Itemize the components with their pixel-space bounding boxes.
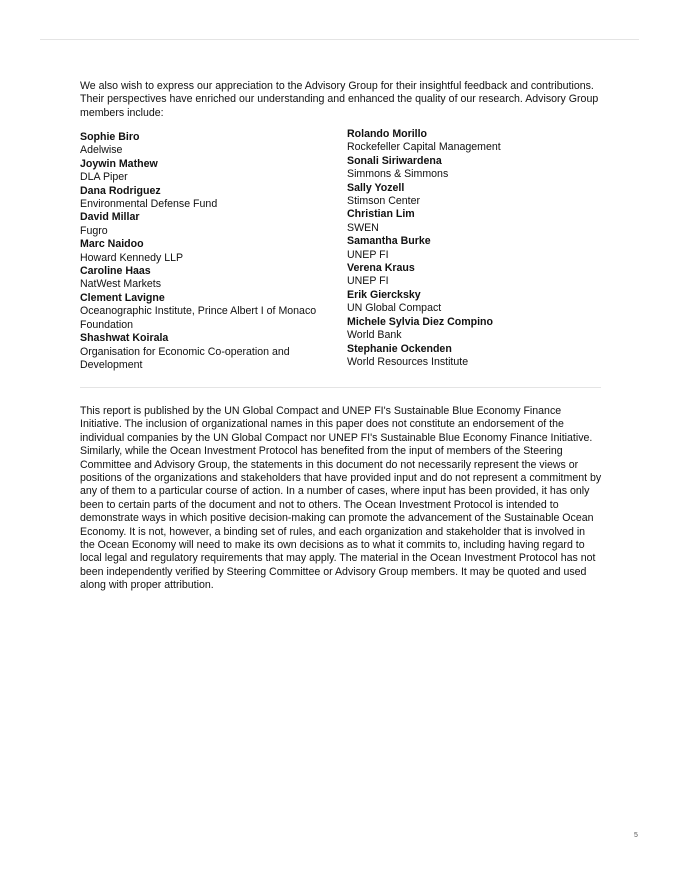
member-name: Michele Sylvia Diez Compino	[347, 315, 493, 328]
member-organization: NatWest Markets	[80, 278, 162, 291]
member-entry	[347, 343, 599, 370]
member-organization: SWEN	[347, 221, 379, 234]
section-divider	[80, 387, 601, 388]
member-name: Clement Lavigne	[80, 291, 165, 304]
member-name: Verena Kraus	[347, 262, 415, 275]
member-organization: Adelwise	[80, 144, 123, 157]
member-name: Sonali Siriwardena	[347, 154, 442, 167]
advisory-members-right-column	[347, 128, 599, 369]
member-name: Dana Rodriguez	[80, 184, 161, 197]
member-entry	[80, 265, 332, 292]
advisory-members-left-column	[80, 131, 332, 372]
member-entry	[347, 289, 599, 316]
member-entry	[347, 316, 599, 343]
member-organization: Howard Kennedy LLP	[80, 251, 184, 264]
member-name: Shashwat Koirala	[80, 332, 169, 345]
member-name: Christian Lim	[347, 208, 415, 221]
member-organization: Organisation for Economic Co-operation and Development	[80, 345, 290, 371]
member-entry	[347, 182, 599, 209]
member-entry	[80, 158, 332, 185]
member-entry	[80, 131, 332, 158]
member-entry	[80, 211, 332, 238]
top-divider	[40, 39, 639, 40]
member-entry	[347, 262, 599, 289]
member-organization: Rockefeller Capital Management	[347, 141, 501, 154]
member-name: Samantha Burke	[347, 235, 431, 248]
member-organization: Simmons & Simmons	[347, 168, 449, 181]
disclaimer-paragraph: This report is published by the UN Global Compact and UNEP FI's Sustainable Blue Economy Finance Initiative. The inclusion of organizational names in this paper does not constitute an endorsement of the individual companies by the UN Global Compact nor UNEP FI's Sustainable Blue Economy Finance Initiative. Similarly, while the Ocean Investment Protocol has benefited from the input of members of the Steering Committee and Advisory Group, the statements in this document do not necessarily represent the views or positions of the organizations and stakeholders that have provided input and do not represent a commitment by any of them to a particular course of action. In a number of cases, where input has been provided, it has only been to certain parts of the document and not to others. The Ocean Investment Protocol is intended to demonstrate ways in which positive decision-making can promote the advancement of the Sustainable Ocean Economy. It is not, however, a binding set of rules, and each organization and stakeholder that is involved in the Ocean Economy will need to make its own decisions as to what it commits to, including having regard to local legal and regulatory requirements that may apply. The material in the Ocean Investment Protocol has not been independently verified by Steering Committee or Advisory Group members. It may be quoted and used along with proper attribution.	[80, 405, 602, 592]
member-entry	[80, 238, 332, 265]
member-organization: Environmental Defense Fund	[80, 198, 218, 211]
member-entry	[80, 292, 332, 332]
member-entry	[347, 155, 599, 182]
member-organization: UNEP FI	[347, 248, 389, 261]
member-organization: Stimson Center	[347, 195, 421, 208]
member-organization: UN Global Compact	[347, 302, 442, 315]
member-name: Joywin Mathew	[80, 157, 158, 170]
member-entry	[80, 332, 332, 372]
member-organization: UNEP FI	[347, 275, 389, 288]
member-organization: DLA Piper	[80, 171, 128, 184]
member-name: Stephanie Ockenden	[347, 342, 452, 355]
member-name: Sally Yozell	[347, 181, 405, 194]
member-name: Rolando Morillo	[347, 128, 428, 140]
member-entry	[347, 208, 599, 235]
member-organization: World Resources Institute	[347, 355, 469, 368]
advisory-intro-paragraph: We also wish to express our appreciation to the Advisory Group for their insightful feedback and contributions. Their perspectives have enriched our understanding and enhanced the quality of our research. Advisory Group members include:	[80, 80, 599, 119]
member-entry	[347, 235, 599, 262]
member-name: David Millar	[80, 211, 140, 224]
member-organization: Oceanographic Institute, Prince Albert I of Monaco Foundation	[80, 305, 317, 331]
page-number: 5	[634, 832, 638, 839]
member-name: Marc Naidoo	[80, 238, 144, 251]
member-organization: Fugro	[80, 224, 108, 237]
member-entry	[347, 128, 599, 155]
member-entry	[80, 185, 332, 212]
member-name: Caroline Haas	[80, 265, 151, 278]
member-organization: World Bank	[347, 329, 402, 342]
member-name: Erik Giercksky	[347, 288, 421, 301]
member-name: Sophie Biro	[80, 131, 140, 143]
